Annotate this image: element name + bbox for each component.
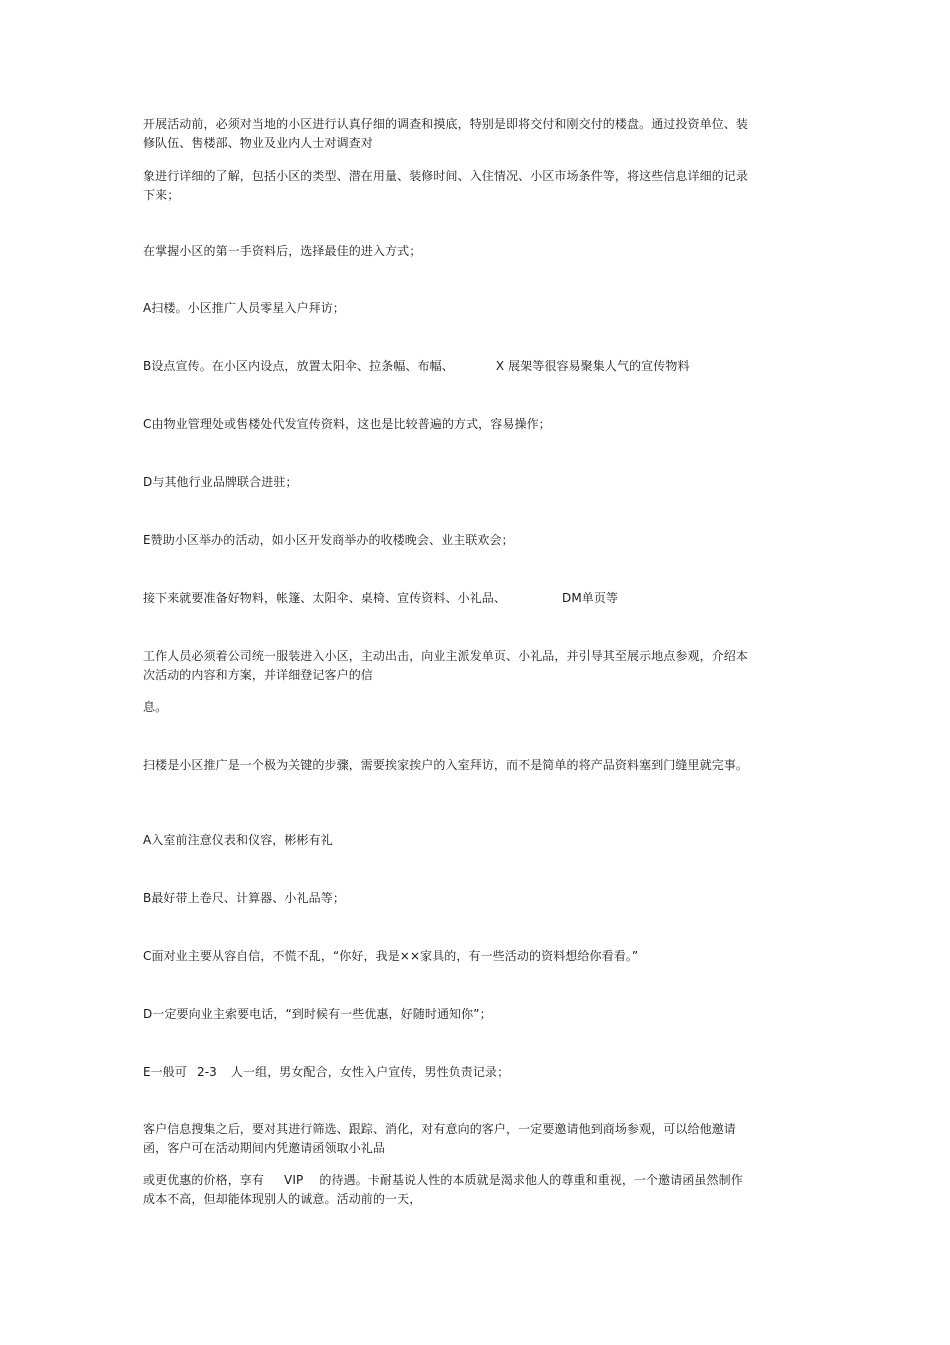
paragraph-sweep-key: 扫楼是小区推广是一个极为关键的步骤，需要挨家挨户的入室拜访，而不是简单的将产品资料塞到门缝里就完事。 [143,758,749,772]
paragraph-investigation-detail: 象进行详细的了解，包括小区的类型、潜在用量、装修时间、入住情况、小区市场条件等，将这些信息详细的记录下来； [143,169,749,202]
team-text-2: 2-3 [196,1065,217,1079]
list-item-c-property: C由物业管理处或售楼处代发宣传资料，这也是比较普遍的方式，容易操作； [143,417,551,431]
materials-text-1: 接下来就要准备好物料，帐篷、太阳伞、桌椅、宣传资料、小礼品、 [143,591,507,605]
list-item-a-appearance: A入室前注意仪表和仪容，彬彬有礼 [143,833,333,847]
vip-text-3: 的待遇。卡耐基说人性的本质就是渴求他人的尊重和重视，一个邀请函虽然制作成本不高，但却能体现别人的诚意。活动前的一天， [143,1173,743,1206]
paragraph-staff-end: 息。 [143,700,168,714]
list-item-b-tools: B最好带上卷尺、计算器、小礼品等； [143,891,345,905]
list-item-d-phone: D一定要向业主索要电话，“到时候有一些优惠，好随时通知你”； [143,1007,492,1021]
paragraph-entry-method: 在掌握小区的第一手资料后，选择最佳的进入方式； [143,244,422,258]
vip-text-2: VIP [284,1173,304,1187]
paragraph-vip [143,1171,753,1209]
paragraph-investigation-intro: 开展活动前，必须对当地的小区进行认真仔细的调查和摸底，特别是即将交付和刚交付的楼盘。通过投资单位、装修队伍、售楼部、物业及业内人士对调查对 [143,117,749,150]
team-text-1: E一般可 [143,1065,187,1079]
list-item-e-sponsor: E赞助小区举办的活动，如小区开发商举办的收楼晚会、业主联欢会； [143,533,514,547]
list-item-a-sweep: A扫楼。小区推广人员零星入户拜访； [143,301,345,315]
list-item-c-confidence: C面对业主要从容自信，不慌不乱，“你好，我是××家具的，有一些活动的资料想给你看看。” [143,949,639,963]
team-text-3: 人一组，男女配合，女性入户宣传，男性负责记录； [230,1065,510,1079]
paragraph-staff: 工作人员必须着公司统一服装进入小区，主动出击，向业主派发单页、小礼品，并引导其至展示地点参观，介绍本次活动的内容和方案，并详细登记客户的信 [143,649,749,682]
list-item-d-joint: D与其他行业品牌联合进驻； [143,475,298,489]
list-item-e-team [143,1063,753,1082]
list-item-b-text-1: B设点宣传。在小区内设点，放置太阳伞、拉条幅、布幅、 [143,359,454,373]
paragraph-materials [143,589,753,608]
list-item-b-text-2: X 展架等很容易聚集人气的宣传物料 [495,359,690,373]
vip-text-1: 或更优惠的价格，享有 [143,1173,265,1187]
paragraph-customer-info: 客户信息搜集之后，要对其进行筛选、跟踪、消化，对有意向的客户，一定要邀请他到商场参观，可以给他邀请函，客户可在活动期间内凭邀请函领取小礼品 [143,1122,736,1155]
materials-text-2: DM单页等 [562,591,619,605]
list-item-b-booth [143,357,753,376]
